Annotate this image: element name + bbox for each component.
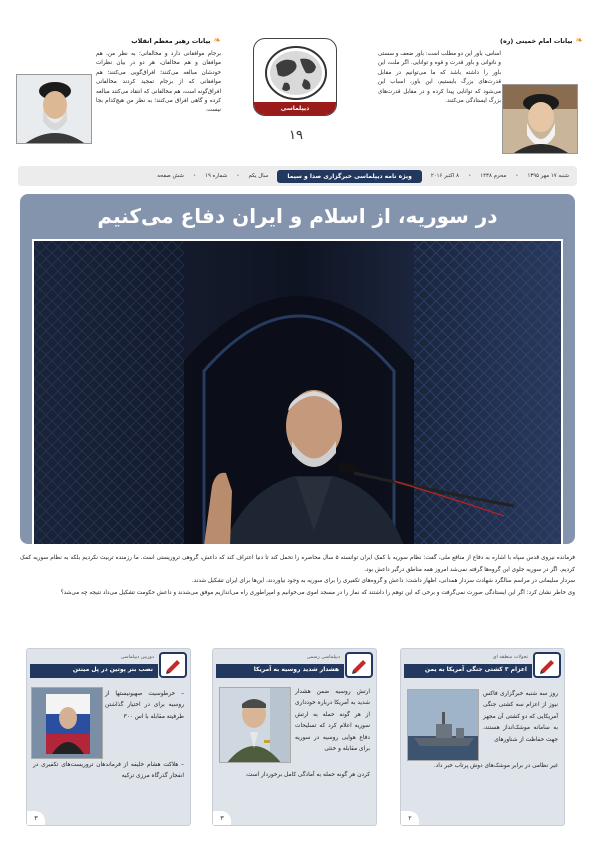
main-paragraph: سردار سلیمانی در مراسم سالگرد شهادت سردار همدانی، اظهار داشت: داعش و گروه‌های تکفیری را برای سوریه به وجود نیاوردند، این‌ها برای ایران تشکیل شدند.: [191, 578, 575, 585]
globe-icon: [254, 39, 337, 105]
leader-portrait: [16, 74, 92, 144]
card-summary: ارتش روسیه ضمن هشدار شدید به آمریکا درباره خودداری از هر گونه حمله به ارتش سوریه اعلام کرد که تسلیحات دفاع هوایی روسیه در سوریه برای مقابله و خنثی: [295, 689, 370, 753]
pages-text: شش صفحه: [157, 173, 184, 179]
main-paragraph: وی خاطر نشان کرد: اگر این ایستادگی صورت نمی‌گرفت و برخی که این توهم را داشتند که نماز را در مسجد اموی می‌خوانیم و امپراطوری راه می‌اندازیم موفق می‌شدند و داعش حکومت تشکیل می‌داد نتیجه چه می‌شد؟: [60, 589, 575, 596]
card-category: دوربین دیپلماسی: [120, 655, 154, 660]
main-article-body: [20, 553, 575, 599]
imam-quote-title: [378, 36, 583, 46]
card-category: تحولات منطقه ای: [492, 655, 528, 660]
separator: •: [515, 173, 519, 179]
issue-number: ۱۹: [289, 128, 303, 143]
gregorian-date-text: ۸ اکتبر ۲۰۱۶: [430, 173, 460, 179]
leader-quote-text: برجام موافقانی دارد و مخالفانی؛ به نظر من، هم موافقان و هم مخالفان، هر دو در بیان نظرات خودشان مبالغه می‌کنند؛ افراق‌گویی می‌کنند؛ هم موافقانی که از برجام تمجید کردند مخالفانی افراق‌گونه است، هم مخالفانی که انتقاد می‌کنند مبالغه کرده و گاهی افراق می‌کنند؛ به نظر من هیچ‌کدام بجا نیست.: [96, 51, 221, 114]
card-summary-continued: غیر نظامی در برابر موشک‌های دوش پرتاب خبر داد.: [433, 763, 558, 769]
card-title[interactable]: نصب بنر پوتین در پل مینتن: [30, 664, 158, 678]
logo-label: دیپلماسی: [254, 102, 336, 115]
separator: •: [468, 173, 472, 179]
separator: •: [192, 173, 197, 179]
banner-image: [31, 687, 103, 759]
main-headline[interactable]: در سوریه، از اسلام و ایران دفاع می‌کنیم: [97, 204, 498, 228]
imam-quote-title-text: بیانات امام خمینی (ره): [500, 37, 573, 45]
imam-portrait: [502, 84, 578, 154]
imam-quote-text: اساس، باور این دو مطلب است: باور ضعف و سستی و ناتوانی و باور قدرت و قوه و توانایی. اگر ملت، این باور را داشته باشد که ما می‌توانیم در مقابل قدرت‌های بزرگ بایستیم، این باور، اسباب این می‌شود که توانایی پیدا کرده و در مقابل قدرت‌های بزرگ ایستادگی می‌کنند.: [378, 51, 501, 105]
page-number-badge: ۳: [27, 811, 45, 825]
leaf-icon: ❧: [213, 36, 221, 46]
leader-quote-box: [16, 36, 221, 154]
main-paragraph: فرمانده نیروی قدس سپاه با اشاره به دفاع از منافع ملی، گفت: نظام سوریه با کمک ایران توانسته ۵ سال محاصره را تحمل کند تا دنیا اعتراف کند که داعش، گروهی تروریستی است. ما رزمنده تربیت نکردیم بلکه به نظام سوریه کمک کردیم. اگر در سوریه جلوی این گروه‌ها گرفته نمی‌شد امروز همه مناطق درگیر داعش بود.: [20, 555, 575, 573]
date-text: شنبه ۱۷ مهر ۱۳۹۵: [527, 173, 569, 179]
pen-icon: [345, 652, 373, 678]
card-summary: روز سه شنبه خبرگزاری فاکس نیوز از اعزام سه کشتی جنگی آمریکایی که دو کشتی آن مجهز به سامانه موشک‌انداز هستند، جهت حفاظت از شناورهای: [483, 691, 558, 743]
main-article-frame: [20, 194, 575, 544]
page-number-badge: ۳: [213, 811, 231, 825]
tagline-badge: ویژه نامه دیپلماسی خبرگزاری صدا و سیما: [277, 170, 422, 183]
card-summary: – خرطوسیت صهیونیستها از روسیه برای در اختیار گذاشتن طرفیته مقابله با اس ۳۰۰: [105, 691, 184, 720]
card-title[interactable]: اعزام ۳ کشتی جنگی آمریکا به یمن: [404, 664, 532, 678]
warship-image: [407, 689, 479, 761]
card-summary-continued: کردن هر گونه حمله به آمادگی کامل برخوردار است.: [245, 772, 370, 778]
leaf-icon: ❧: [575, 36, 583, 46]
year-text: سال یکم: [248, 173, 269, 179]
diplomacy-logo: [253, 38, 337, 116]
hijri-date-text: محرم ۱۴۳۸: [480, 173, 507, 179]
card-title[interactable]: هشدار شدید روسیه به آمریکا: [216, 664, 344, 678]
card-summary-continued: – هلاکت هشام خلیفه از فرماندهان تروریست‌های تکفیری در انفجار گذرگاه مرزی ترکیه: [33, 762, 184, 780]
pen-icon: [159, 652, 187, 678]
leader-quote-title-text: بیانات رهبر معظم انقلاب: [131, 37, 211, 45]
separator: •: [236, 173, 240, 179]
general-image: [219, 687, 291, 763]
news-card-putin[interactable]: [26, 648, 191, 826]
news-card-yemen[interactable]: [400, 648, 565, 826]
main-photo[interactable]: [32, 239, 563, 544]
leader-quote-title: [16, 36, 221, 46]
issue-text: شماره ۱۹: [205, 173, 228, 179]
imam-quote-box: [378, 36, 583, 154]
pen-icon: [533, 652, 561, 678]
news-card-russia[interactable]: [212, 648, 377, 826]
card-category: دیپلماسی رسمی: [306, 655, 340, 660]
page-number-badge: ۲: [401, 811, 419, 825]
info-bar: [18, 166, 577, 186]
